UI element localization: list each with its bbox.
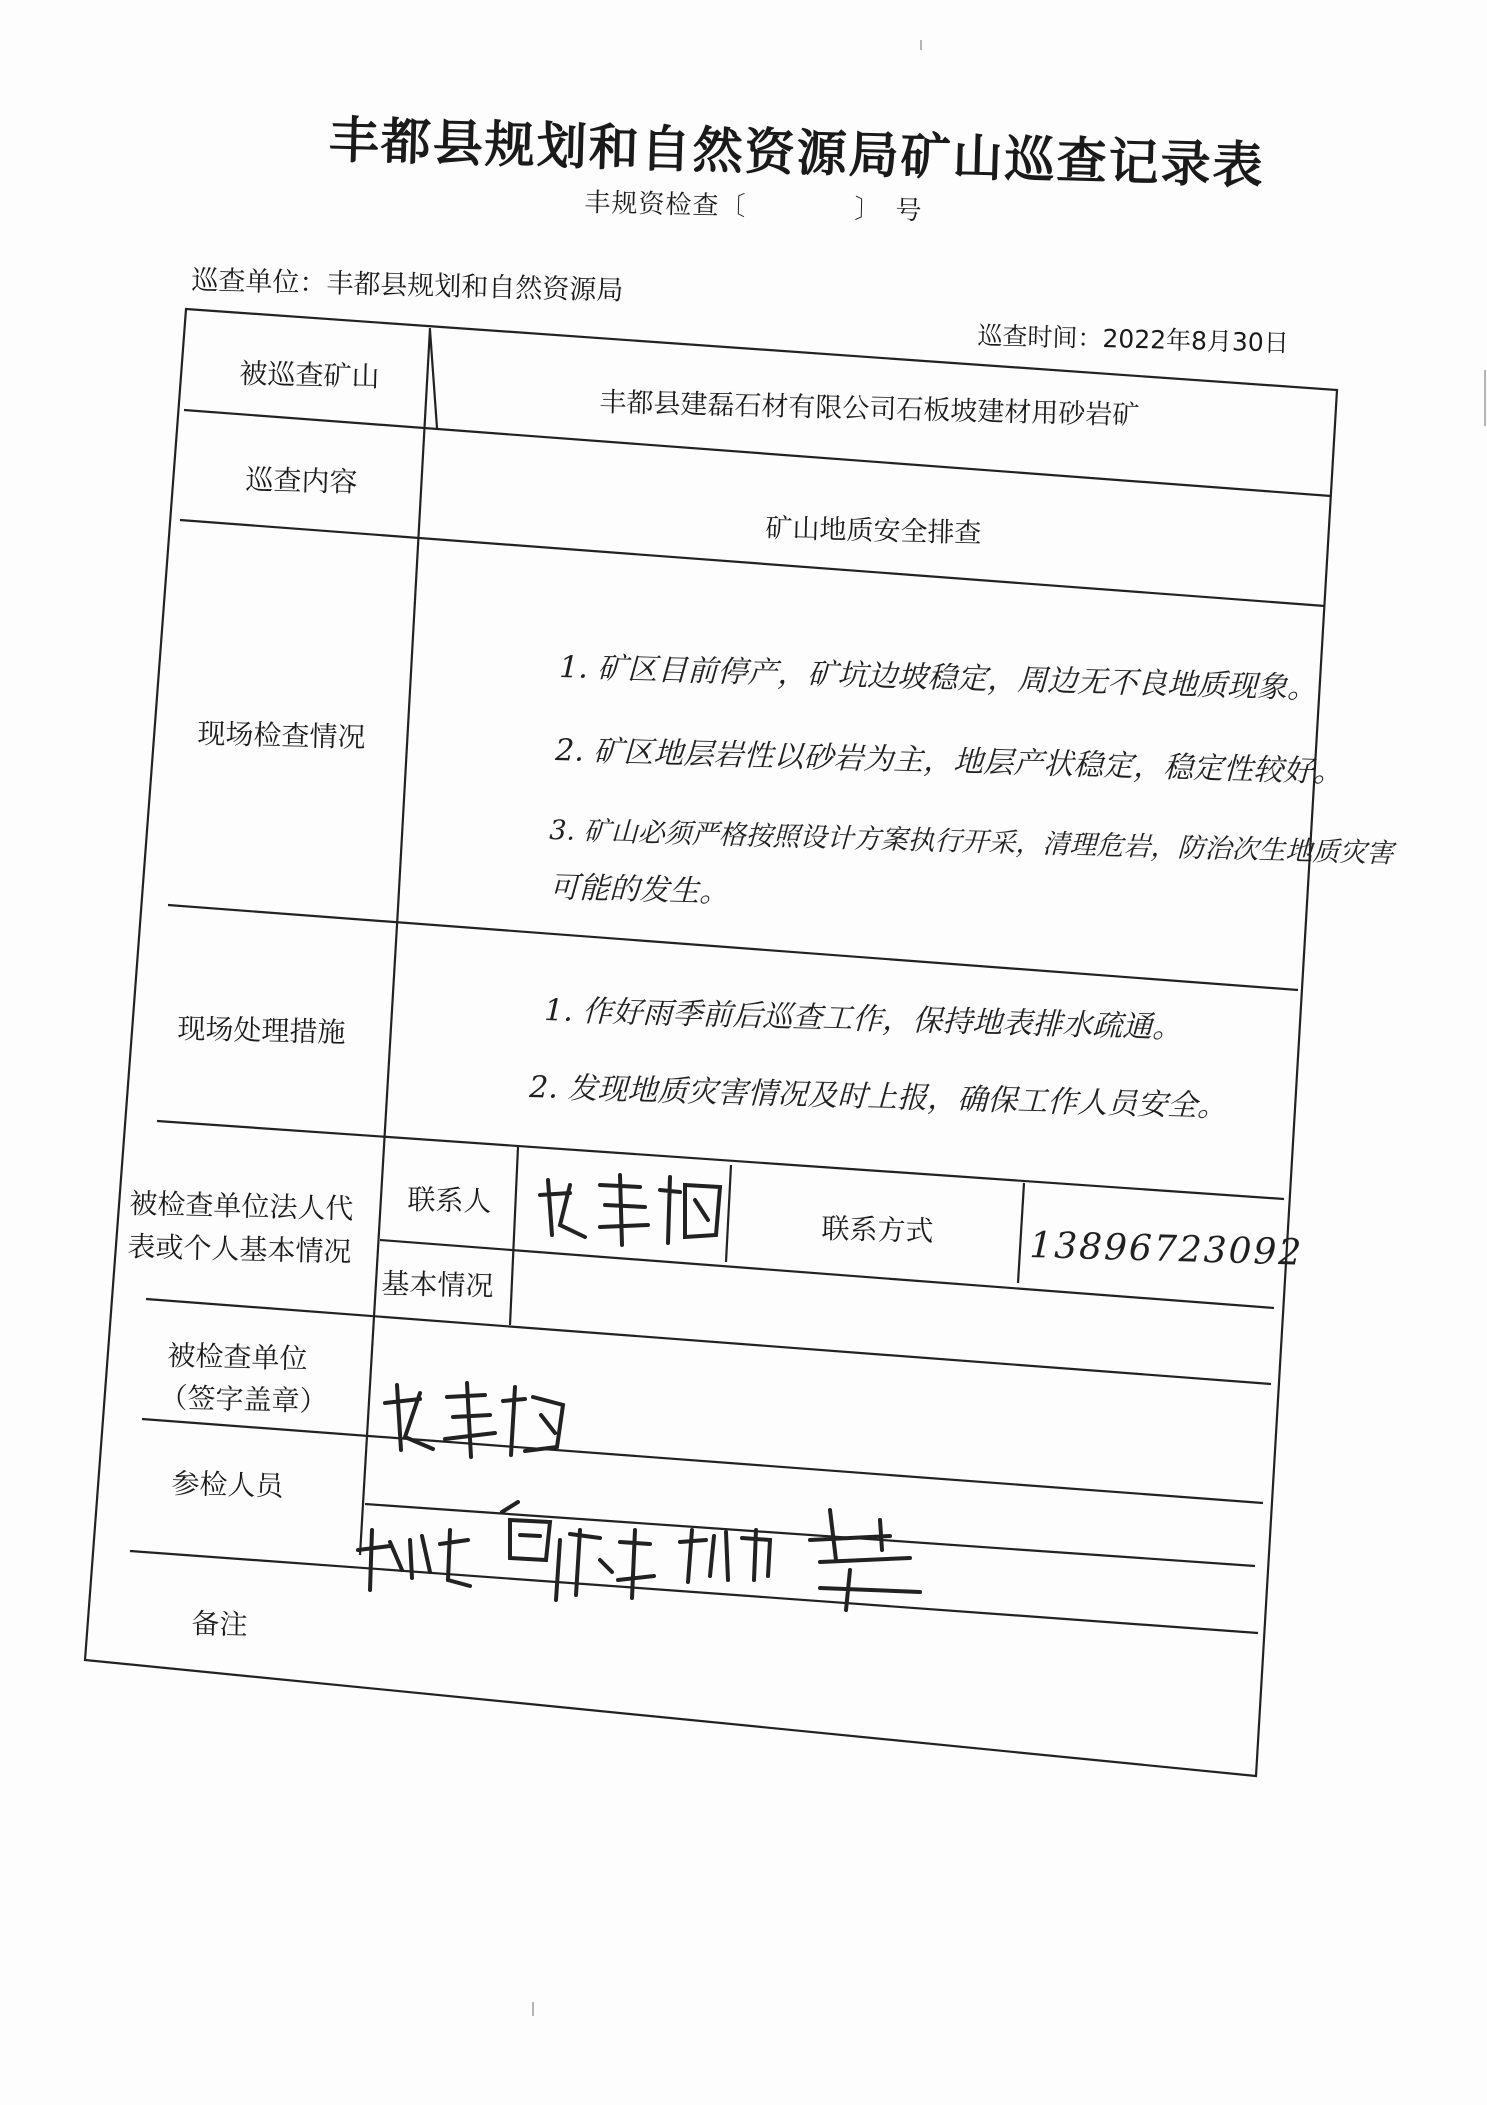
inspectors-signatures bbox=[350, 1500, 970, 1630]
unit-signature bbox=[375, 1375, 575, 1470]
remarks-label: 备注 bbox=[191, 1606, 248, 1642]
content-label: 巡查内容 bbox=[245, 462, 358, 499]
finding-line-4: 可能的发生。 bbox=[548, 869, 730, 911]
row-line-2 bbox=[180, 520, 1325, 606]
inspection-time: 巡查时间：2022年8月30日 bbox=[977, 320, 1290, 358]
inspection-unit: 巡查单位：丰都县规划和自然资源局 bbox=[191, 264, 624, 307]
finding-line-3: 3. 矿山必须严格按照设计方案执行开采，清理危岩，防治次生地质灾害 bbox=[548, 814, 1394, 870]
row-line-6 bbox=[142, 1419, 1263, 1503]
basic-info-label: 基本情况 bbox=[381, 1266, 494, 1303]
contact-person-signature bbox=[530, 1165, 730, 1260]
row-line-3 bbox=[168, 905, 1298, 990]
measure-line-2: 2. 发现地质灾害情况及时上报，确保工作人员安全。 bbox=[528, 1069, 1228, 1125]
contact-method-label: 联系方式 bbox=[821, 1211, 934, 1248]
findings-label: 现场检查情况 bbox=[197, 716, 366, 755]
mine-label: 被巡查矿山 bbox=[239, 356, 380, 394]
finding-line-2: 2. 矿区地层岩性以砂岩为主，地层产状稳定，稳定性较好。 bbox=[554, 732, 1344, 790]
legal-rep-label-line1: 被检查单位法人代 bbox=[129, 1186, 354, 1226]
inspectors-label: 参检人员 bbox=[171, 1466, 284, 1503]
signature-label-line2: （签字盖章） bbox=[159, 1380, 328, 1419]
row-line-5 bbox=[146, 1299, 1271, 1384]
col-divider-1 bbox=[398, 328, 430, 908]
signature-label-line1: 被检查单位 bbox=[167, 1338, 308, 1376]
mine-value: 丰都县建磊石材有限公司石板坡建材用砂岩矿 bbox=[599, 386, 1140, 432]
col-contact-1 bbox=[510, 1147, 518, 1325]
content-value: 矿山地质安全排查 bbox=[765, 512, 982, 550]
contact-person-label: 联系人 bbox=[407, 1182, 492, 1219]
col-line-top-a bbox=[430, 330, 437, 428]
document-number: 丰规资检查〔 〕 号 bbox=[584, 187, 923, 227]
form-title: 丰都县规划和自然资源局矿山巡查记录表 bbox=[328, 110, 1266, 196]
measure-line-1: 1. 作好雨季前后巡查工作，保持地表排水疏通。 bbox=[543, 992, 1183, 1046]
contact-phone: 13896723092 bbox=[1028, 1225, 1304, 1274]
measures-label: 现场处理措施 bbox=[177, 1011, 346, 1050]
col-contact-3 bbox=[1018, 1183, 1024, 1283]
finding-line-1: 1. 矿区目前停产，矿坑边坡稳定，周边无不良地质现象。 bbox=[558, 649, 1318, 707]
legal-rep-label-line2: 表或个人基本情况 bbox=[127, 1229, 352, 1269]
